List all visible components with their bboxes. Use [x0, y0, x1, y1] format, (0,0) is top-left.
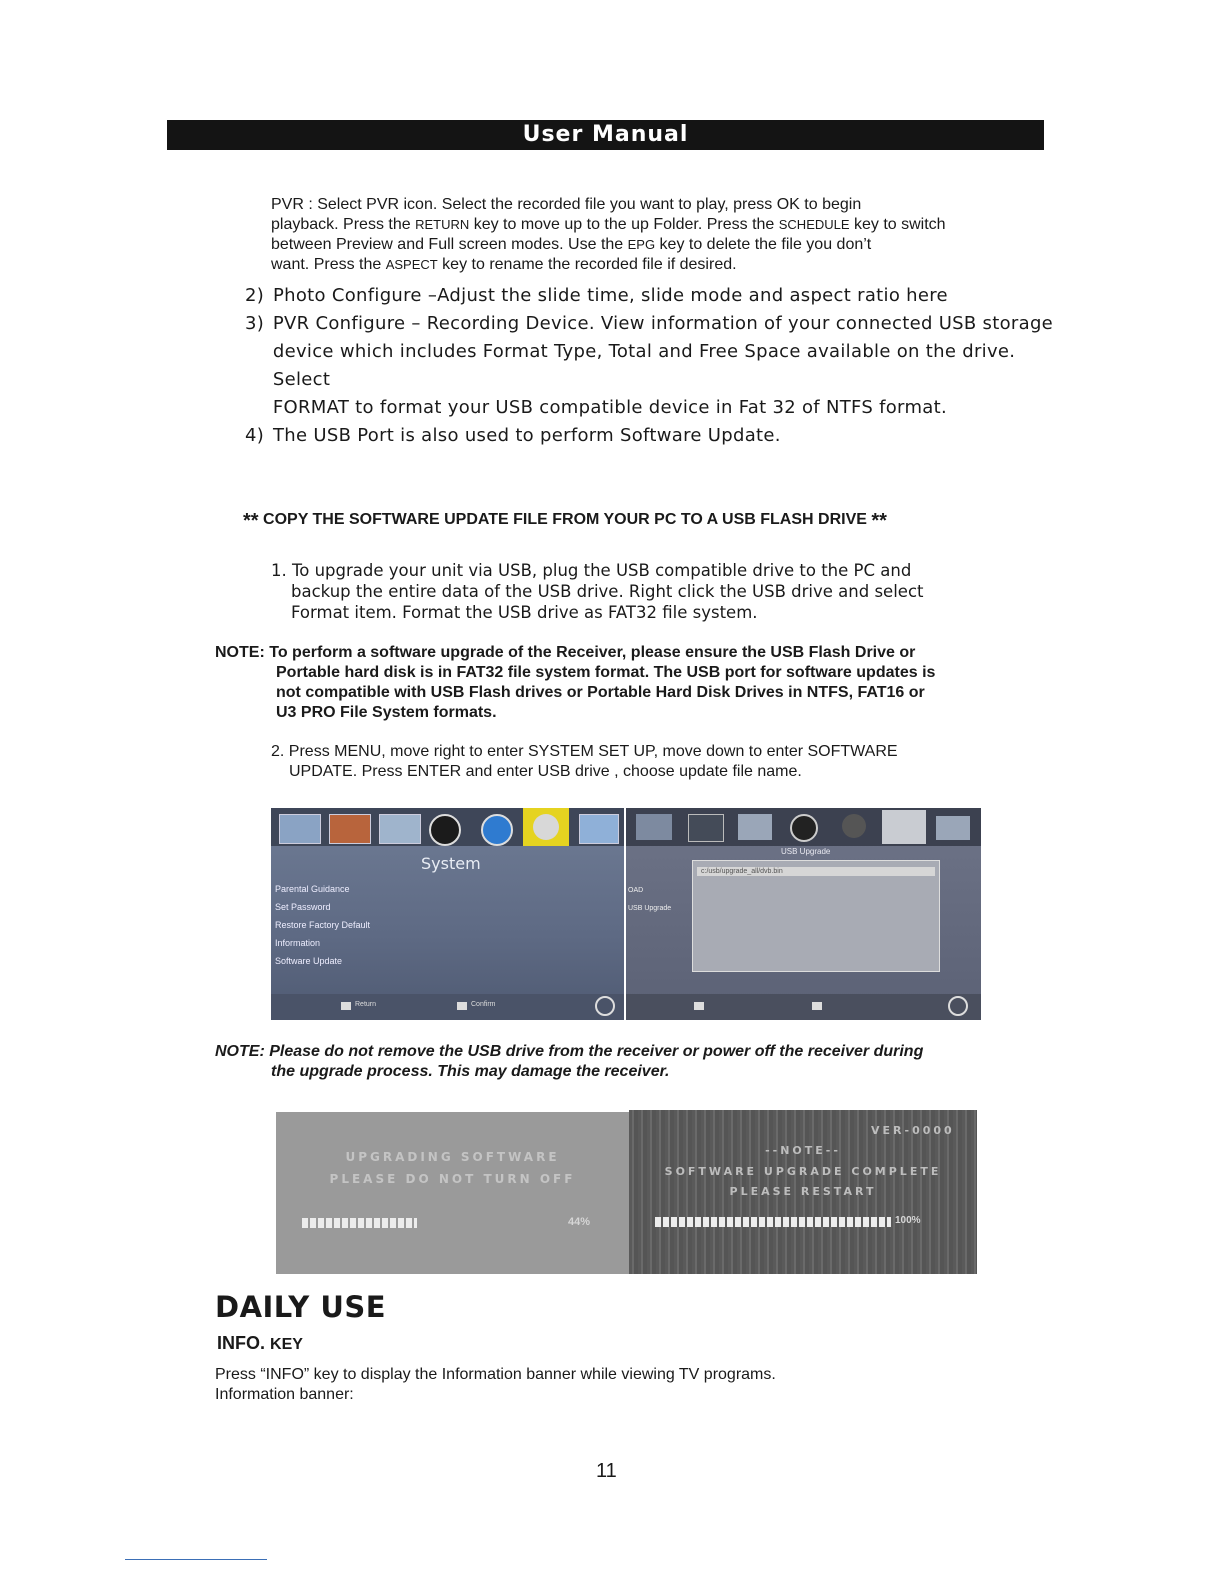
daily-use-heading: DAILY USE [215, 1290, 387, 1324]
info-key-text: KEY [270, 1336, 303, 1353]
return-key-icon [694, 1002, 704, 1010]
note-line: not compatible with USB Flash drives or Portable Hard Disk Drives in NTFS, FAT16 or [276, 684, 925, 701]
progress-track [302, 1218, 564, 1228]
footer-return-label: Return [355, 1001, 377, 1008]
side-item[interactable]: OAD [628, 887, 644, 894]
note-line: Portable hard disk is in FAT32 file system format. The USB port for software updates is [276, 664, 936, 681]
list-text: FORMAT to format your USB compatible device in Fat 32 of NTFS format. [272, 397, 947, 418]
step-2 [271, 742, 1031, 782]
page-number: 11 [596, 1460, 617, 1482]
pvr-text: key to switch [849, 216, 946, 233]
footer-line [125, 1559, 267, 1560]
note-do-not-remove [215, 1042, 1015, 1082]
upgrading-line-2: PLEASE DO NOT TURN OFF [329, 1172, 576, 1186]
header-banner [167, 120, 1044, 150]
list-text: device which includes Format Type, Total and Free Space available on the drive. Select [272, 341, 1016, 390]
photo-icon [688, 814, 724, 842]
menu-item[interactable]: Software Update [275, 956, 343, 966]
list-text: Photo Configure –Adjust the slide time, slide mode and aspect ratio here [273, 285, 948, 306]
pvr-line-1: PVR : Select PVR icon. Select the recorded file you want to play, press OK to begin [271, 196, 862, 213]
info-key-heading [217, 1333, 303, 1354]
note-line: the upgrade process. This may damage the receiver. [271, 1063, 670, 1080]
pvr-line-3 [271, 235, 1071, 255]
pvr-text: want. Press the [271, 256, 386, 273]
header-title: User Manual [522, 122, 689, 147]
system-menu-screenshot [271, 808, 624, 1020]
pvr-line-4 [271, 255, 1071, 275]
search-icon [738, 814, 772, 840]
side-menu [628, 882, 671, 918]
tv-icon [279, 814, 321, 844]
confirm-key-icon [457, 1002, 467, 1010]
menu-item[interactable]: Information [275, 938, 321, 948]
upgrading-line-1: UPGRADING SOFTWARE [345, 1150, 560, 1164]
file-list-panel [692, 860, 940, 972]
step-1-line: 1. To upgrade your unit via USB, plug the USB compatible drive to the PC and [271, 561, 912, 580]
info-paragraph [215, 1365, 1015, 1405]
list-item [245, 422, 1075, 450]
pvr-text: key to move up to the up Folder. Press the [469, 216, 779, 233]
asterisks: ** [871, 510, 887, 532]
pvr-text: key to delete the file you don’t [655, 236, 872, 253]
list-number: 4) [245, 425, 265, 446]
return-key-icon [341, 1002, 351, 1010]
note-label: NOTE: [215, 644, 265, 661]
photo-icon [329, 814, 371, 844]
list-number: 3) [245, 313, 265, 334]
progress-fill [302, 1218, 417, 1228]
system-menu-list [275, 880, 370, 970]
menu-item[interactable]: Set Password [275, 902, 331, 912]
usb-upgrade-title: USB Upgrade [781, 847, 831, 856]
list-number: 2) [245, 285, 265, 306]
footer-bar [626, 994, 981, 1020]
progress-percent: 100% [895, 1215, 921, 1226]
footer-bar [271, 994, 624, 1020]
info-line: Information banner: [215, 1386, 354, 1403]
complete-line-1: SOFTWARE UPGRADE COMPLETE [664, 1165, 942, 1178]
copy-heading [243, 510, 1003, 533]
key-return: RETURN [415, 217, 470, 232]
tv-icon [636, 814, 672, 840]
list-item [245, 310, 1075, 422]
upgrading-screenshot [276, 1112, 629, 1274]
step-2-line: 2. Press MENU, move right to enter SYSTEM SET UP, move down to enter SOFTWARE [271, 743, 898, 760]
info-line: Press “INFO” key to display the Information banner while viewing TV programs. [215, 1366, 776, 1383]
note-label: --NOTE-- [765, 1144, 841, 1157]
progress-fill [655, 1217, 891, 1227]
version-label: VER-0000 [871, 1124, 955, 1137]
copy-heading-text: COPY THE SOFTWARE UPDATE FILE FROM YOUR PC TO A USB FLASH DRIVE [263, 511, 867, 528]
step-2-line: UPDATE. Press ENTER and enter USB drive , choose update file name. [289, 763, 802, 780]
key-epg: EPG [627, 237, 656, 252]
pvr-paragraph [271, 195, 1071, 275]
navigation-icon [595, 996, 615, 1016]
pvr-icon [579, 814, 619, 844]
progress-track [655, 1217, 891, 1227]
upgrade-complete-screenshot [629, 1110, 977, 1274]
pvr-line-2 [271, 215, 1071, 235]
note-line: NOTE: Please do not remove the USB drive from the receiver or power off the receiver during [215, 1043, 924, 1060]
globe-icon [481, 814, 513, 846]
menu-item[interactable]: Parental Guidance [275, 884, 350, 894]
list-item [245, 282, 1075, 310]
pvr-text: between Preview and Full screen modes. Use the [271, 236, 628, 253]
pvr-icon [936, 816, 970, 840]
side-item[interactable]: USB Upgrade [628, 905, 672, 912]
step-1-line: Format item. Format the USB drive as FAT32 file system. [291, 603, 758, 622]
info-key-text: INFO. [217, 1333, 265, 1353]
pvr-text: key to rename the recorded file if desired. [437, 256, 737, 273]
menu-item[interactable]: Restore Factory Default [275, 920, 371, 930]
key-aspect: ASPECT [385, 257, 438, 272]
config-list [245, 282, 1075, 450]
system-title: System [421, 854, 481, 873]
note-fat32 [215, 643, 1015, 723]
footer-confirm-label: Confirm [471, 1001, 496, 1008]
gear-icon [882, 810, 926, 844]
step-1 [271, 560, 1051, 623]
file-item[interactable]: c:/usb/upgrade_all/dvb.bin [697, 867, 935, 876]
complete-line-2: PLEASE RESTART [729, 1185, 877, 1198]
note-line: U3 PRO File System formats. [276, 704, 497, 721]
search-icon [379, 814, 421, 844]
note-line: To perform a software upgrade of the Receiver, please ensure the USB Flash Drive or [269, 644, 916, 661]
asterisks: ** [243, 510, 259, 532]
list-text: PVR Configure – Recording Device. View information of your connected USB storage [272, 313, 1054, 334]
step-1-line: backup the entire data of the USB drive. Right click the USB drive and select [291, 582, 924, 601]
clock-icon [790, 814, 818, 842]
navigation-icon [948, 996, 968, 1016]
progress-percent: 44% [568, 1216, 591, 1228]
clock-icon [429, 814, 461, 846]
confirm-key-icon [812, 1002, 822, 1010]
gear-icon [533, 814, 559, 840]
globe-icon [842, 814, 866, 838]
list-text: The USB Port is also used to perform Software Update. [273, 425, 781, 446]
usb-upgrade-screenshot [626, 808, 981, 1020]
pvr-text: playback. Press the [271, 216, 416, 233]
key-schedule: SCHEDULE [778, 217, 850, 232]
